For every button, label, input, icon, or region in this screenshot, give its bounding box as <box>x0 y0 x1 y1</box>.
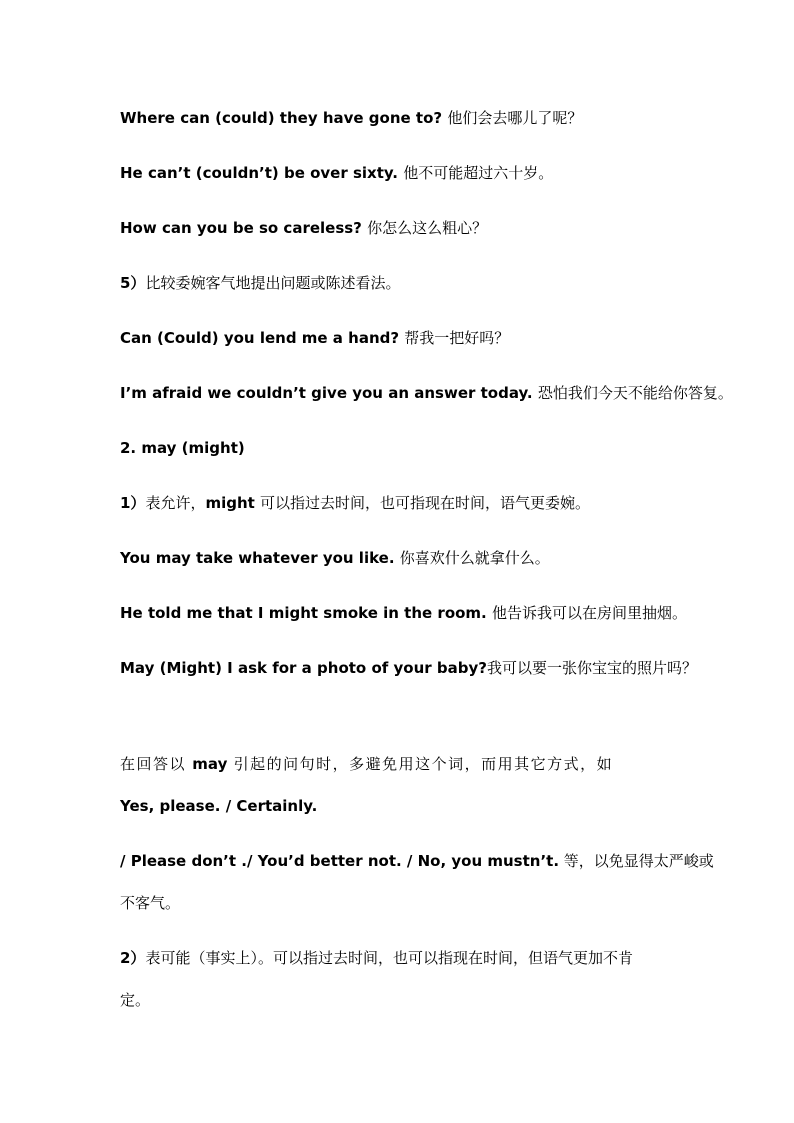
point-description: 可以指过去时间，也可指现在时间，语气更委婉。 <box>260 494 591 512</box>
english-text: You may take whatever you like. <box>120 549 400 567</box>
example-sentence-2 <box>120 163 690 183</box>
keyword-might: might <box>205 494 261 512</box>
english-text: Can (Could) you lend me a hand? <box>120 329 405 347</box>
point-description: 定。 <box>120 991 151 1009</box>
chinese-translation: 你喜欢什么就拿什么。 <box>399 549 550 567</box>
keyword-may: may <box>192 755 228 773</box>
point-description: 比较委婉客气地提出问题或陈述看法。 <box>145 274 401 292</box>
english-text: He told me that I might smoke in the room. <box>120 604 492 622</box>
point-description: 表可能（事实上）。可以指过去时间，也可以指现在时间，但语气更加不肯 <box>145 949 633 967</box>
chinese-translation: 他告诉我可以在房间里抽烟。 <box>491 604 687 622</box>
example-sentence-8 <box>120 658 697 678</box>
note-line-2 <box>120 796 690 816</box>
english-text: Yes, please. / Certainly. <box>120 797 318 815</box>
section-heading-text: 2. may (might) <box>120 439 245 457</box>
chinese-translation: 你怎么这么粗心？ <box>367 219 488 237</box>
english-text: May (Might) I ask for a photo of your baby? <box>120 659 487 677</box>
note-text: 在回答以 <box>120 755 193 773</box>
point-number: 5） <box>120 274 146 292</box>
note-line-1 <box>120 754 690 774</box>
example-sentence-3 <box>120 218 690 238</box>
chinese-translation: 他不可能超过六十岁。 <box>403 164 554 182</box>
note-text: 等，以免显得太严峻或 <box>559 852 714 870</box>
example-sentence-7 <box>120 603 690 623</box>
note-line-4 <box>120 893 690 913</box>
usage-point-1 <box>120 493 690 513</box>
chinese-translation: 我可以要一张你宝宝的照片吗？ <box>486 659 697 677</box>
english-text: He can’t (couldn’t) be over sixty. <box>120 164 404 182</box>
chinese-translation: 他们会去哪儿了呢？ <box>447 109 583 127</box>
note-line-3 <box>120 851 714 871</box>
point-number: 2） <box>120 949 146 967</box>
english-text: Where can (could) they have gone to? <box>120 109 448 127</box>
english-text: / Please don’t ./ You’d better not. / No, you mustn’t. <box>120 852 560 870</box>
point-number: 1） <box>120 494 146 512</box>
example-sentence-6 <box>120 548 690 568</box>
note-text: 不客气。 <box>120 894 181 912</box>
section-heading-may-might <box>120 438 690 458</box>
usage-point-5 <box>120 273 690 293</box>
example-sentence-5 <box>120 383 733 403</box>
chinese-translation: 帮我一把好吗？ <box>404 329 510 347</box>
example-sentence-4 <box>120 328 690 348</box>
note-text: 引起的问句时，多避免用这个词，而用其它方式，如 <box>227 755 614 773</box>
english-text: I’m afraid we couldn’t give you an answer today. <box>120 384 538 402</box>
chinese-translation: 恐怕我们今天不能给你答复。 <box>537 384 733 402</box>
point-label: 表允许， <box>145 494 206 512</box>
example-sentence-1 <box>120 108 690 128</box>
usage-point-2 <box>120 948 690 968</box>
english-text: How can you be so careless? <box>120 219 368 237</box>
usage-point-2-continued <box>120 990 690 1010</box>
